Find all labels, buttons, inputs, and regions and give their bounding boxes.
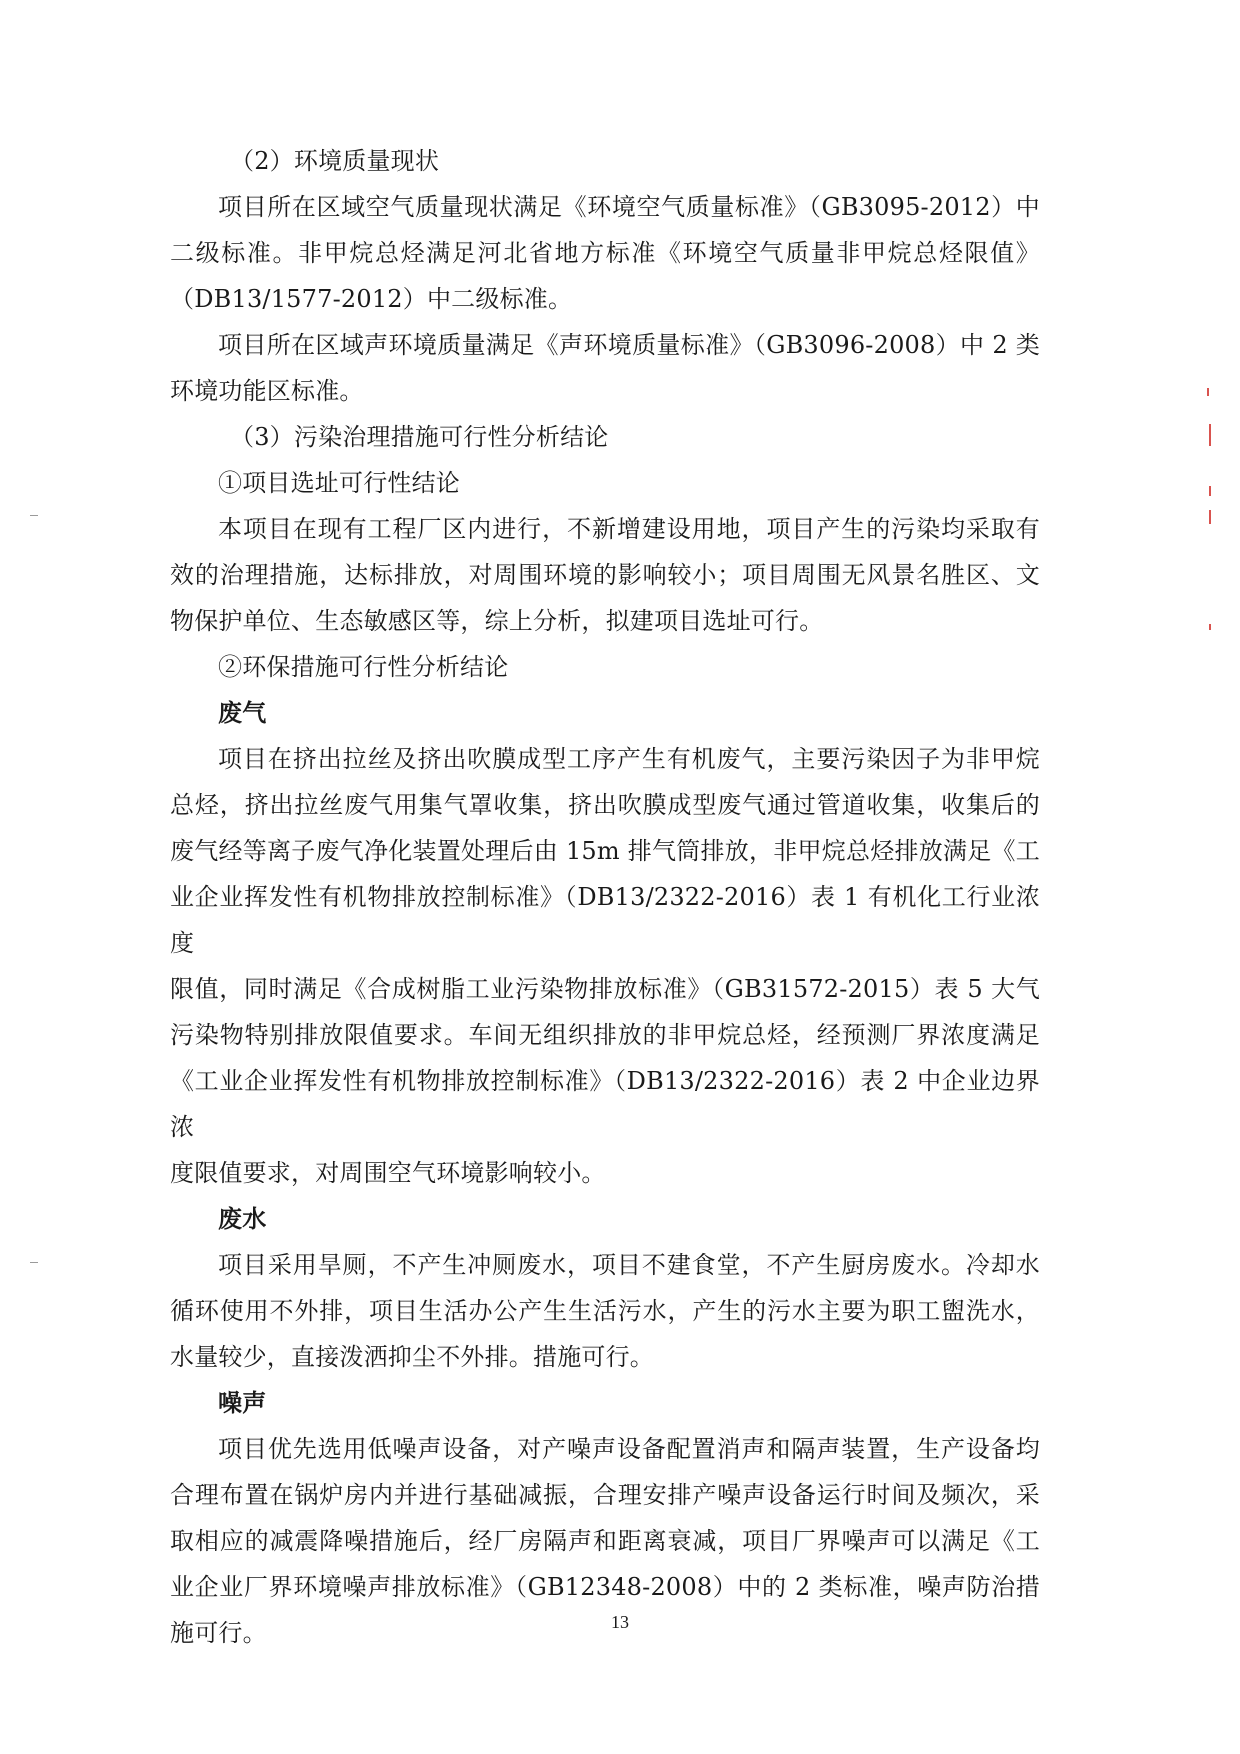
page-body	[170, 138, 1040, 1656]
heading-waste-gas: 废气	[218, 698, 267, 727]
paragraph-line: 施可行。	[170, 1619, 267, 1647]
scan-artifact-mark	[1209, 510, 1211, 524]
heading-waste-water: 废水	[218, 1204, 267, 1233]
paragraph-line: 环境功能区标准。	[170, 377, 364, 405]
paragraph-line: 项目所在区域空气质量现状满足《环境空气质量标准》（GB3095-2012）中	[218, 193, 1040, 221]
paragraph-line: 项目采用旱厕，不产生冲厕废水，项目不建食堂，不产生厨房废水。冷却水	[218, 1251, 1040, 1279]
subheading-measures-feasibility: ②环保措施可行性分析结论	[218, 653, 509, 681]
paragraph-line: 效的治理措施，达标排放，对周围环境的影响较小；项目周围无风景名胜区、文	[170, 561, 1040, 589]
section-heading-pollution-control: （3）污染治理措施可行性分析结论	[230, 423, 609, 451]
paragraph-line: 项目在挤出拉丝及挤出吹膜成型工序产生有机废气，主要污染因子为非甲烷	[218, 745, 1040, 773]
paragraph-line: 限值，同时满足《合成树脂工业污染物排放标准》（GB31572-2015）表 5 大气	[170, 975, 1040, 1003]
paragraph-line: （DB13/1577-2012）中二级标准。	[170, 285, 573, 313]
paragraph-line: 合理布置在锅炉房内并进行基础减振，合理安排产噪声设备运行时间及频次，采	[170, 1481, 1040, 1509]
scan-artifact-mark	[1209, 424, 1211, 446]
paragraph-line: 总烃，挤出拉丝废气用集气罩收集，挤出吹膜成型废气通过管道收集，收集后的	[170, 791, 1040, 819]
paragraph-line: 水量较少，直接泼洒抑尘不外排。措施可行。	[170, 1343, 654, 1371]
paragraph-line: 项目所在区域声环境质量满足《声环境质量标准》（GB3096-2008）中 2 类	[218, 331, 1040, 359]
paragraph-line: 二级标准。非甲烷总烃满足河北省地方标准《环境空气质量非甲烷总烃限值》	[170, 239, 1040, 267]
subheading-site-feasibility: ①项目选址可行性结论	[218, 469, 460, 497]
page-number: 13	[611, 1612, 629, 1632]
paragraph-line: 度限值要求，对周围空气环境影响较小。	[170, 1159, 606, 1187]
paragraph-line: 本项目在现有工程厂区内进行，不新增建设用地，项目产生的污染均采取有	[218, 515, 1040, 543]
paragraph-line: 取相应的减震降噪措施后，经厂房隔声和距离衰减，项目厂界噪声可以满足《工	[170, 1527, 1040, 1555]
scan-artifact-mark	[1209, 486, 1211, 496]
heading-noise: 噪声	[218, 1388, 267, 1417]
paragraph-line: 物保护单位、生态敏感区等，综上分析，拟建项目选址可行。	[170, 607, 824, 635]
paragraph-line: 业企业厂界环境噪声排放标准》（GB12348-2008）中的 2 类标准，噪声防治措	[170, 1573, 1040, 1601]
scan-artifact-mark	[30, 515, 38, 516]
scan-artifact-mark	[1207, 388, 1209, 396]
scan-artifact-mark	[1209, 624, 1211, 630]
paragraph-line: 项目优先选用低噪声设备，对产噪声设备配置消声和隔声装置，生产设备均	[218, 1435, 1040, 1463]
paragraph-line: 《工业企业挥发性有机物排放控制标准》（DB13/2322-2016）表 2 中企业边界浓	[170, 1067, 1040, 1141]
paragraph-line: 业企业挥发性有机物排放控制标准》（DB13/2322-2016）表 1 有机化工行业浓度	[170, 883, 1040, 957]
paragraph-line: 废气经等离子废气净化装置处理后由 15m 排气筒排放，非甲烷总烃排放满足《工	[170, 837, 1040, 865]
section-heading-environment-quality: （2）环境质量现状	[230, 147, 440, 175]
scan-artifact-mark	[30, 1262, 38, 1263]
paragraph-line: 污染物特别排放限值要求。车间无组织排放的非甲烷总烃，经预测厂界浓度满足	[170, 1021, 1040, 1049]
paragraph-line: 循环使用不外排，项目生活办公产生生活污水，产生的污水主要为职工盥洗水，	[170, 1297, 1040, 1325]
